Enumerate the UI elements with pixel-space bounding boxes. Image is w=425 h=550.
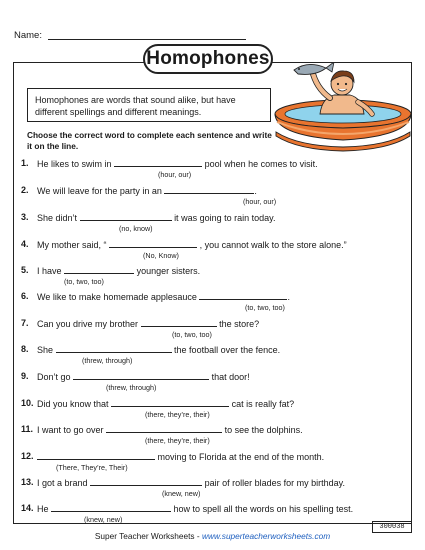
definition-box: Homophones are words that sound alike, but have different spellings and different meanings. xyxy=(27,88,271,122)
question-before: My mother said, “ xyxy=(37,240,107,250)
answer-blank[interactable] xyxy=(37,451,155,460)
question-number: 12. xyxy=(21,451,34,461)
question-after: cat is really fat? xyxy=(231,399,295,409)
question-text xyxy=(37,398,294,409)
question-number: 10. xyxy=(21,398,34,408)
word-choices: (threw, through) xyxy=(106,383,157,392)
word-choices: (to, two, too) xyxy=(64,277,104,286)
question-number: 3. xyxy=(21,212,29,222)
question-before: Can you drive my brother xyxy=(37,319,139,329)
word-choices: (there, they’re, their) xyxy=(145,436,210,445)
word-choices: (No, Know) xyxy=(143,251,179,260)
question-before: Did you know that xyxy=(37,399,109,409)
question-after: to see the dolphins. xyxy=(224,425,303,435)
answer-blank[interactable] xyxy=(56,344,172,353)
answer-blank[interactable] xyxy=(111,398,229,407)
name-label: Name: xyxy=(14,30,42,41)
question-before: He likes to swim in xyxy=(37,159,112,169)
question-before: We will leave for the party in an xyxy=(37,186,162,196)
word-choices: (knew, new) xyxy=(162,489,201,498)
question-text xyxy=(37,477,345,488)
question-after: how to spell all the words on his spelling test. xyxy=(173,504,354,514)
question-text xyxy=(37,451,324,462)
question-before: She didn’t xyxy=(37,213,78,223)
answer-blank[interactable] xyxy=(80,212,172,221)
question-text xyxy=(37,239,347,250)
question-number: 7. xyxy=(21,318,29,328)
footer-link[interactable]: www.superteacherworksheets.com xyxy=(201,531,331,541)
word-choices: (hour, our) xyxy=(158,170,192,179)
footer-text: Super Teacher Worksheets - xyxy=(94,531,202,541)
word-choices: (to, two, too) xyxy=(245,303,285,312)
answer-blank[interactable] xyxy=(114,158,202,167)
question-after: , you cannot walk to the store alone.” xyxy=(199,240,347,250)
question-number: 6. xyxy=(21,291,29,301)
question-number: 9. xyxy=(21,371,29,381)
name-line[interactable] xyxy=(48,39,246,40)
answer-blank[interactable] xyxy=(109,239,197,248)
question-after: the store? xyxy=(219,319,260,329)
word-choices: (there, they’re, their) xyxy=(145,410,210,419)
question-after: pair of roller blades for my birthday. xyxy=(204,478,345,488)
question-text xyxy=(37,503,353,514)
question-before: I got a brand xyxy=(37,478,88,488)
question-before: I want to go over xyxy=(37,425,104,435)
answer-blank[interactable] xyxy=(51,503,171,512)
question-number: 14. xyxy=(21,503,34,513)
question-after: it was going to rain today. xyxy=(174,213,276,223)
question-text xyxy=(37,344,280,355)
question-after: the football over the fence. xyxy=(174,345,281,355)
question-text xyxy=(37,185,257,196)
question-before: Don’t go xyxy=(37,372,71,382)
page-title: Homophones xyxy=(143,44,273,74)
question-text xyxy=(37,424,303,435)
question-text xyxy=(37,212,275,223)
word-choices: (threw, through) xyxy=(82,356,133,365)
word-choices: (to, two, too) xyxy=(172,330,212,339)
directions: Choose the correct word to complete each sentence and write it on the line. xyxy=(27,130,272,151)
word-choices: (There, They’re, Their) xyxy=(56,463,128,472)
question-number: 13. xyxy=(21,477,34,487)
question-after: younger sisters. xyxy=(136,266,201,276)
footer xyxy=(0,531,425,541)
question-text xyxy=(37,158,318,169)
question-text xyxy=(37,291,290,302)
question-number: 8. xyxy=(21,344,29,354)
word-choices: (no, know) xyxy=(119,224,153,233)
answer-blank[interactable] xyxy=(73,371,209,380)
question-before: He xyxy=(37,504,49,514)
boy-in-pool-icon xyxy=(268,62,418,152)
question-after: . xyxy=(254,186,257,196)
question-number: 5. xyxy=(21,265,29,275)
question-number: 11. xyxy=(21,424,34,434)
answer-blank[interactable] xyxy=(64,265,134,274)
question-after: pool when he comes to visit. xyxy=(204,159,318,169)
question-after: . xyxy=(287,292,290,302)
word-choices: (hour, our) xyxy=(243,197,277,206)
answer-blank[interactable] xyxy=(90,477,202,486)
answer-blank[interactable] xyxy=(164,185,254,194)
answer-blank[interactable] xyxy=(199,291,287,300)
question-after: that door! xyxy=(211,372,250,382)
question-after: moving to Florida at the end of the month. xyxy=(157,452,325,462)
answer-blank[interactable] xyxy=(141,318,217,327)
question-before: She xyxy=(37,345,54,355)
question-number: 1. xyxy=(21,158,29,168)
question-text xyxy=(37,265,200,276)
question-before: I have xyxy=(37,266,62,276)
worksheet-code: 300038 xyxy=(372,521,412,533)
question-number: 4. xyxy=(21,239,29,249)
question-text xyxy=(37,318,259,329)
question-text xyxy=(37,371,250,382)
question-before: We like to make homemade applesauce xyxy=(37,292,197,302)
question-number: 2. xyxy=(21,185,29,195)
word-choices: (knew, new) xyxy=(84,515,123,524)
answer-blank[interactable] xyxy=(106,424,222,433)
